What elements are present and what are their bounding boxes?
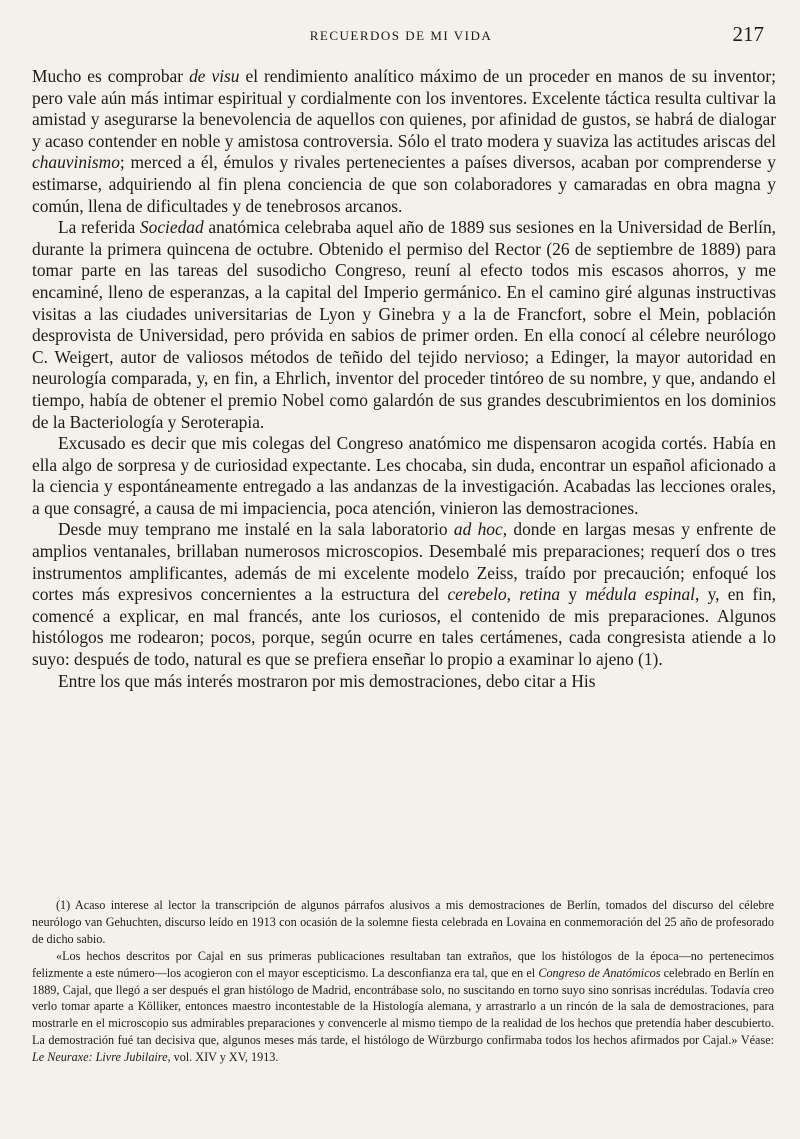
running-head [32,22,770,48]
paragraph-5: Entre los que más interés mostraron por mis demostraciones, debo citar a His [58,670,596,691]
paragraph-2 [32,217,776,433]
italic-run: Congreso de Anatómicos [538,965,661,980]
body-text [32,66,776,692]
italic-run: médula espinal [585,584,695,605]
paragraph-1 [32,66,776,217]
footnotes [32,897,774,1066]
footnote-quote [32,948,774,1066]
text-run: «Los hechos descritos por Cajal en sus primeras publicaciones resultaban tan extraños, que los histólogos de la época—no pertenecimos felizmente a este número—los acogieron con el mayor escepticismo. La desconfianza era tal, que en el [32,948,774,980]
text-run: anatómica celebraba aquel año de 1889 sus sesiones en la Universidad de Berlín, durante la primera quincena de octubre. Obtenido el permiso del Rector (26 de septiembre de 1889) para tomar parte en las tareas del susodicho Congreso, reuní al efecto todos mis escasos ahorros, y me encaminé, lleno de esperanzas, a la capital del Imperio germánico. En el camino giré algunas instructivas visitas a las ciudades universitarias de Lyon y Ginebra y a la de Francfort, sobre el Mein, población desprovista de Universidad, pero próvida en sabios de primer orden. En ella conocí al célebre neurólogo C. Weigert, autor de valiosos métodos de teñido del tejido nervioso; a Edinger, la mayor autoridad en neurología comparada, y, en fin, a Ehrlich, inventor del proceder tintóreo de su nombre, y que, andando el tiempo, había de obtener el premio Nobel como galardón de sus grandes descubrimientos en los dominios de la Bacteriología y Seroterapia. [32,217,776,432]
footnote-1: (1) Acaso interese al lector la transcripción de algunos párrafos alusivos a mis demostraciones de Berlín, tomados del discurso del célebre neurólogo van Gehuchten, discurso leído en 1913 con ocasión de la solemne fiesta celebrada en Lovaina en conmemoración del 25 año de profesorado de dicho sabio. [32,898,774,946]
text-run: Mucho es comprobar [32,66,190,86]
text-run: , y, en fin, comencé a explicar, en mal francés, ante los curiosos, el contenido de mis preparaciones. Algunos histólogos me rodearon; pocos, porque, según ocurre en tales certámenes, cada congresista atiende a lo suyo: después de todo, natural es que se prefiera enseñar lo propio a examinar lo ajeno (1). [32,584,777,670]
italic-run: chauvinismo [32,152,120,173]
italic-run: Sociedad [139,217,204,238]
text-run: La referida [58,217,140,238]
text-run: , donde en largas mesas y enfrente de amplios ventanales, brillaban numerosos microscopios. Desembalé mis preparaciones; requerí dos o tres instrumentos amplificantes, además de mi excelente modelo Zeiss, traído por precaución; enfoqué los cortes más expresivos concernientes a la estructura del [32,519,776,605]
paragraph-4 [32,519,776,670]
text-run: , vol. XIV y XV, 1913. [167,1050,279,1065]
italic-run: de visu [189,66,240,86]
text-run: Desde muy temprano me instalé en la sala laboratorio [58,519,454,540]
italic-run: cerebelo, retina [447,584,561,605]
italic-run: Le Neuraxe: Livre Jubilaire [32,1050,168,1065]
running-title: RECUERDOS DE MI VIDA [309,28,493,43]
paragraph-3: Excusado es decir que mis colegas del Congreso anatómico me dispensaron acogida cortés. Había en ella algo de sorpresa y de curiosidad expectante. Les chocaba, sin duda, encontrar un español aficionado a la ciencia y espontáneamente entregado a las andanzas de la investigación. Acabadas las lecciones orales, a que consagré, a causa de mi impaciencia, poca atención, vinieron las demostraciones. [32,433,776,518]
page-number: 217 [732,22,764,46]
text-run: el rendimiento analítico máximo de un proceder en manos de su inventor; pero vale aún más intimar espiritual y cordialmente con los inventores. Excelente táctica resulta cultivar la amistad y asegurarse la benevolencia de aquellos con quienes, por afinidad de gustos, se habrá de dialogar y acaso contender en noble y amistosa controversia. Sólo el trato modera y suaviza las actitudes ariscas del [32,66,776,151]
text-run: y [560,584,586,605]
italic-run: ad hoc [453,519,503,540]
text-run: ; merced a él, émulos y rivales pertenecientes a países diversos, acaban por comprenderse y estimarse, adquiriendo al fin plena conciencia de que son colaboradores y camaradas en obra magna y común, llena de dificultades y de tenebrosos arcanos. [32,152,776,216]
text-run: celebrado en Berlín en 1889, Cajal, que llegó a ser después el gran histólogo de Madrid, encontrábase solo, no suscitando en torno suyo sino sonrisas incrédulas. Todavía creo verlo tomar aparte a Kölliker, entonces maestro incontestable de la Histología alemana, y arrastrarlo a un rincón de la sala de demostraciones, para mostrarle en el microscopio sus admirables preparaciones y convencerle al mismo tiempo de la realidad de los hechos que pretendía haber descubierto. La demostración fué tan decisiva que, algunos meses más tarde, el histólogo de Würzburgo confirmaba todos los hechos afirmados por Cajal.» Véase: [32,965,774,1048]
